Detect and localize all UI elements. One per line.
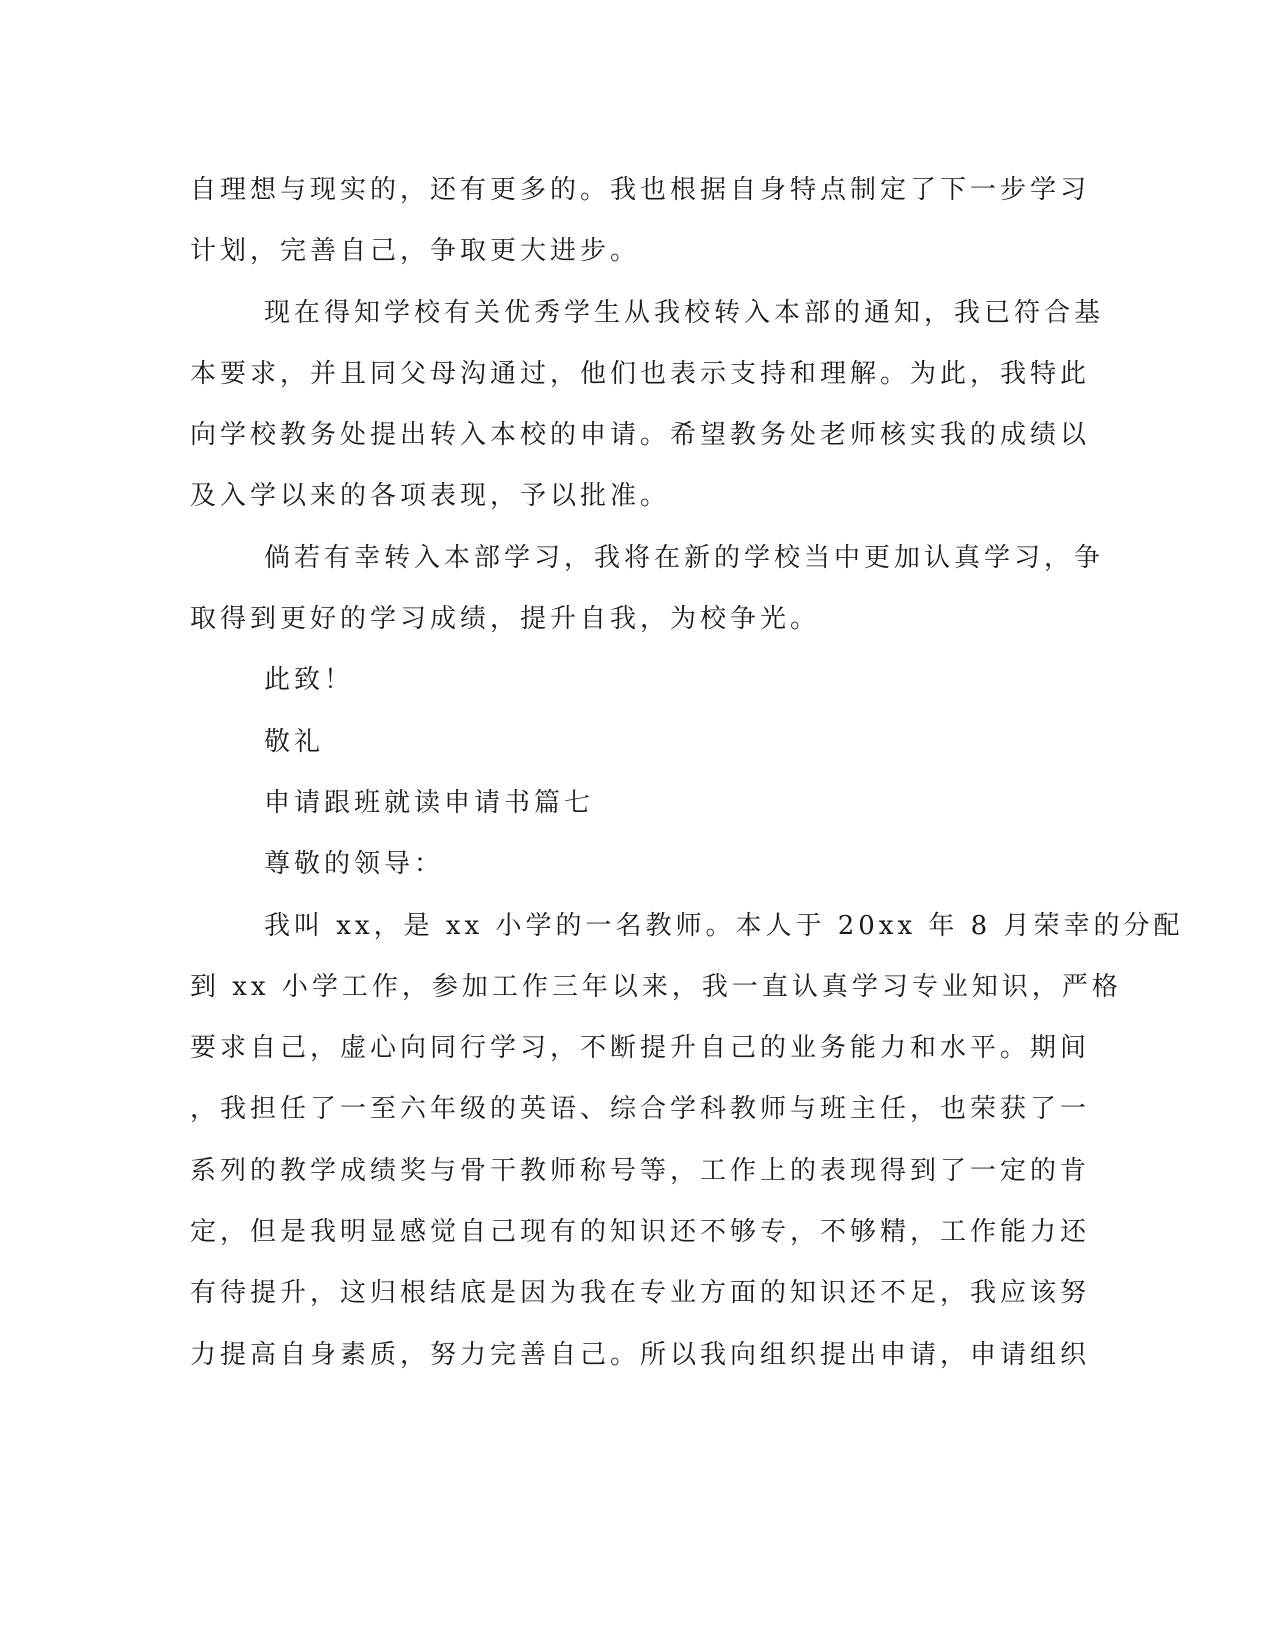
text-line: 取得到更好的学习成绩，提升自我，为校争光。 — [190, 604, 821, 635]
text-line: 到 xx 小学工作，参加工作三年以来，我一直认真学习专业知识，严格 — [190, 971, 1122, 1002]
text-line: 本要求，并且同父母沟通过，他们也表示支持和理解。为此，我特此 — [190, 358, 1091, 389]
text-line: 有待提升，这归根结底是因为我在专业方面的知识还不足，我应该努 — [190, 1278, 1091, 1309]
text-line: 要求自己，虚心向同行学习，不断提升自己的业务能力和水平。期间 — [190, 1033, 1091, 1064]
text-line: ，我担任了一至六年级的英语、综合学科教师与班主任，也荣获了一 — [190, 1094, 1091, 1125]
text-line: 我叫 xx，是 xx 小学的一名教师。本人于 20xx 年 8 月荣幸的分配 — [264, 910, 1184, 941]
salutation-closing: 此致！ — [264, 665, 355, 696]
text-line: 及入学以来的各项表现，予以批准。 — [190, 481, 671, 512]
text-line: 自理想与现实的，还有更多的。我也根据自身特点制定了下一步学习 — [190, 175, 1091, 205]
text-line: 定，但是我明显感觉自己现有的知识还不够专，不够精，工作能力还 — [190, 1217, 1091, 1248]
text-line: 向学校教务处提出转入本校的申请。希望教务处老师核实我的成绩以 — [190, 420, 1091, 451]
text-line: 现在得知学校有关优秀学生从我校转入本部的通知，我已符合基 — [264, 297, 1105, 328]
letter-greeting: 尊敬的领导： — [264, 849, 445, 880]
text-line: 力提高自身素质，努力完善自己。所以我向组织提出申请，申请组织 — [190, 1339, 1091, 1370]
section-heading: 申请跟班就读申请书篇七 — [264, 787, 595, 818]
text-line: 倘若有幸转入本部学习，我将在新的学校当中更加认真学习，争 — [264, 542, 1105, 573]
document-body — [190, 160, 1184, 1386]
text-line: 系列的教学成绩奖与骨干教师称号等，工作上的表现得到了一定的肯 — [190, 1155, 1091, 1186]
salutation-regards: 敬礼 — [264, 726, 325, 757]
text-line: 计划，完善自己，争取更大进步。 — [190, 236, 641, 267]
